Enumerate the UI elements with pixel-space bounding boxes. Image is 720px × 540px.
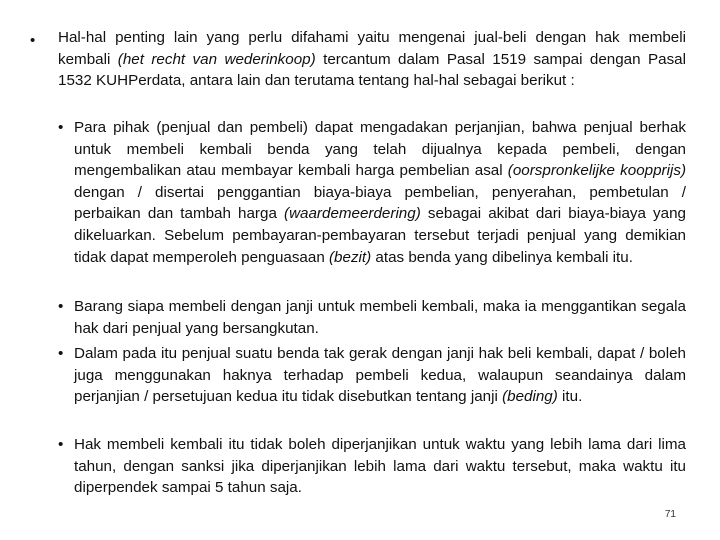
text-run: tercantum dalam Pasal 1519 sampai dengan Pasal 1532 KUHPerdata, antara lain dan terutama tentang hal-hal sebagai berikut : xyxy=(58,50,686,90)
sub-bullet-text xyxy=(74,343,686,408)
text-run: Barang siapa membeli dengan janji untuk membeli kembali, maka ia menggantikan segala hak dari penjual yang bersangkutan. xyxy=(74,298,686,337)
sub-bullet-text xyxy=(74,117,686,268)
text-run: Hak membeli kembali itu tidak boleh diperjanjikan untuk waktu yang lebih lama dari lima tahun, dengan sanksi jika diperjanjikan lebih lama dari waktu tersebut, maka waktu itu diperpendek sampai 5 tahun saja. xyxy=(74,436,686,497)
text-run: Dalam pada itu penjual suatu benda tak gerak dengan janji hak beli kembali, dapat / boleh juga menggunakan haknya terhadap pembeli kedua, walaupun seandainya dalam perjanjian / persetujuan kedua itu tidak disebutkan tentang janji xyxy=(74,345,686,406)
sub-bullet-marker: • xyxy=(58,345,64,362)
text-run: dengan / disertai penggantian biaya-biaya pembelian, penyerahan, pembetulan / perbaikan dan tambah harga xyxy=(74,183,686,223)
main-bullet: • xyxy=(30,32,36,49)
sub-bullet-marker: • xyxy=(58,298,64,315)
italic-term: (waardemeerdering) xyxy=(284,205,421,223)
sub-bullet-item-4 xyxy=(58,434,686,499)
text-run: sebagai akibat dari biaya-biaya yang dikeluarkan. Sebelum pembayaran-pembayaran tersebut terjadi penjual yang demikian tidak dapat memperoleh penguasaan xyxy=(74,205,686,266)
italic-term: (beding) xyxy=(502,388,558,406)
italic-term: (bezit) xyxy=(329,248,372,266)
sub-bullet-marker: • xyxy=(58,119,64,136)
italic-term: (oorspronkelijke koopprijs) xyxy=(507,162,687,180)
sub-bullet-text xyxy=(74,296,686,339)
text-run: itu. xyxy=(557,388,583,406)
sub-bullet-marker: • xyxy=(58,436,64,453)
text-run: Hal-hal penting lain yang perlu difahami yaitu mengenai jual-beli dengan hak membeli kembali xyxy=(58,29,686,68)
sub-bullet-text xyxy=(74,434,686,499)
page-number: 71 xyxy=(664,509,676,520)
sub-bullet-item-3 xyxy=(58,343,686,408)
sub-bullet-item-2 xyxy=(58,296,686,339)
text-run: atas benda yang dibelinya kembali itu. xyxy=(371,248,633,266)
text-run: Para pihak (penjual dan pembeli) dapat mengadakan perjanjian, bahwa penjual berhak untuk membeli kembali benda yang telah dijualnya kepada pembeli, dengan mengembalikan atau membayar kembali harga pembelian asal xyxy=(74,119,686,180)
italic-term: (het recht van wederinkoop) xyxy=(117,50,316,68)
sub-bullet-item-1 xyxy=(58,117,686,268)
main-paragraph xyxy=(58,27,686,92)
